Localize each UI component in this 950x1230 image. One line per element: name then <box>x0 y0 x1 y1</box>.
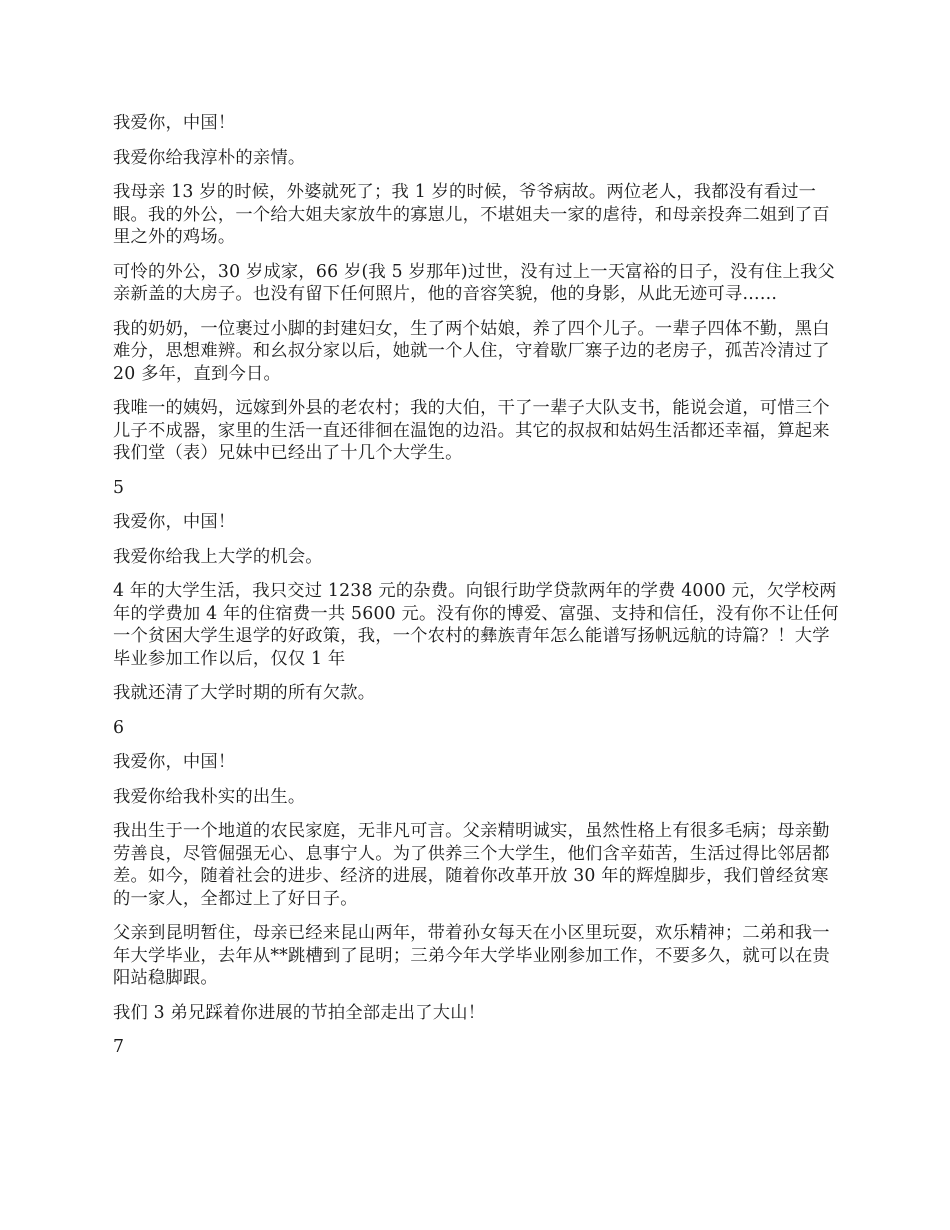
paragraph: 我爱你，中国！ <box>113 113 236 133</box>
section-number: 7 <box>113 1037 125 1057</box>
section-number: 5 <box>113 477 125 498</box>
paragraph: 我爱你给我淳朴的亲情。 <box>113 147 306 168</box>
paragraph: 我母亲 13 岁的时候，外婆就死了；我 1 岁的时候，爷爷病故。两位老人，我都没有看过一眼。我的外公，一个给大姐夫家放牛的寡崽儿，不堪姐夫一家的虐待，和母亲投奔二姐到了百里之外的鸡场。 <box>113 182 830 247</box>
paragraph: 4 年的大学生活，我只交过 1238 元的杂费。向银行助学贷款两年的学费 4000 元，欠学校两年的学费加 4 年的住宿费一共 5600 元。没有你的博爱、富强、支持和信任，没有你不让任何一个贫困大学生退学的好政策，我，一个农村的彝族青年怎么能谱写扬帆远航的诗篇？！大学毕业参加工作以后，仅仅 1 年 <box>113 581 839 669</box>
paragraph: 父亲到昆明暂住，母亲已经来昆山两年，带着孙女每天在小区里玩耍，欢乐精神；二弟和我一年大学毕业，去年从**跳槽到了昆明；三弟今年大学毕业刚参加工作，不要多久，就可以在贵阳站稳脚跟。 <box>113 923 830 988</box>
document-body <box>113 112 841 1071</box>
paragraph: 我爱你，中国！ <box>113 752 236 772</box>
paragraph: 可怜的外公，30 岁成家，66 岁(我 5 岁那年)过世，没有过上一天富裕的日子，没有住上我父亲新盖的大房子。也没有留下任何照片，他的音容笑貌，他的身影，从此无迹可寻…… <box>113 261 835 304</box>
paragraph: 我爱你给我朴实的出生。 <box>113 786 306 807</box>
section-number: 6 <box>113 717 125 738</box>
paragraph: 我的奶奶，一位裹过小脚的封建妇女，生了两个姑娘，养了四个儿子。一辈子四体不勤，黑白难分，思想难辨。和幺叔分家以后，她就一个人住，守着歇厂寨子边的老房子，孤苦冷清过了 20 多年，直到今日。 <box>113 318 830 384</box>
paragraph: 我爱你，中国！ <box>113 512 236 532</box>
paragraph: 我爱你给我上大学的机会。 <box>113 546 323 567</box>
paragraph: 我出生于一个地道的农民家庭，无非凡可言。父亲精明诚实，虽然性格上有很多毛病；母亲勤劳善良，尽管倔强无心、息事宁人。为了供养三个大学生，他们含辛茹苦，生活过得比邻居都差。如今，随着社会的进步、经济的进展，随着你改革开放 30 年的辉煌脚步，我们曾经贫寒的一家人，全都过上了好日子。 <box>113 821 830 909</box>
paragraph: 我就还清了大学时期的所有欠款。 <box>113 683 376 703</box>
paragraph: 我们 3 弟兄踩着你进展的节拍全部走出了大山！ <box>113 1002 486 1023</box>
paragraph: 我唯一的姨妈，远嫁到外县的老农村；我的大伯，干了一辈子大队支书，能说会道，可惜三个儿子不成器，家里的生活一直还徘徊在温饱的边沿。其它的叔叔和姑妈生活都还幸福，算起来我们堂（表）兄妹中已经出了十几个大学生。 <box>113 398 830 463</box>
